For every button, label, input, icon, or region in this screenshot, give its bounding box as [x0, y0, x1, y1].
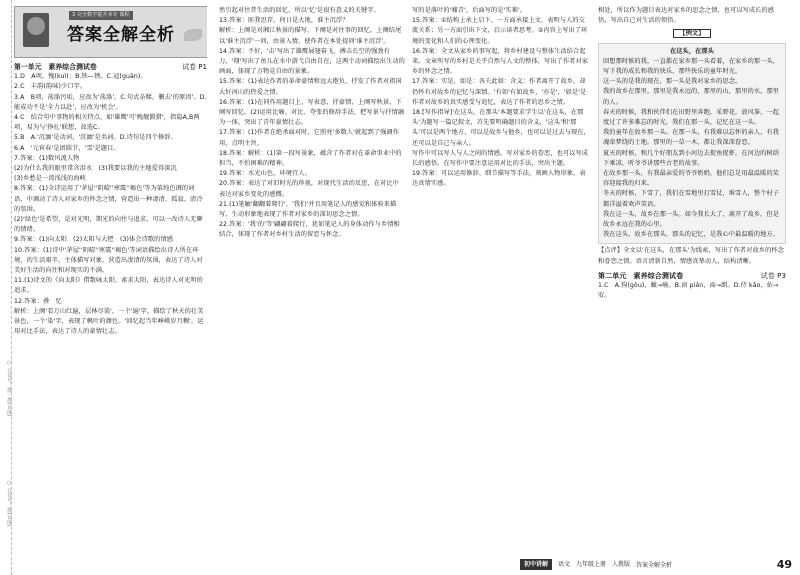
- answer-paragraph: 11.(1)诗文的《向太阳》借歌咏太阳，索求太阳，表达诗人对光明的追求。: [14, 277, 203, 295]
- answer-paragraph: 13.答案：匪我思存，何日是大地，谁主沉浮？: [219, 17, 349, 25]
- answer-paragraph: 6.A '元宵春'是团圆节，'雪'是题目。: [14, 144, 120, 152]
- answers-list: [598, 6, 786, 26]
- example-essay: [598, 43, 786, 245]
- column-1: [14, 6, 207, 337]
- answer-paragraph: 9.答案：(1)向太阳 (2)太阳与大把 (3)体会诗歌的情感: [14, 236, 174, 244]
- answer-paragraph: 21.(1)笔触'翻翻着爬行'，'我们'并且用笔记人的感觉和体验来描写，生动形象地表现了作者对家乡的深切思念之情。: [219, 200, 397, 219]
- answer-paragraph: 16.答案：(1)在同作用题目上，写表意，抒豪情，上阕写秋景，下阕写回忆。(2)运用比喻、对比、夸张的修辞手法，把写景与抒情融为一体，突出了青年豪情壮志。: [219, 98, 405, 127]
- answer-paragraph: 17.答案：(1)作者在绝杀面对时，它照亮'多数人'就起到了强调作用，点明主旨。: [219, 129, 399, 147]
- column-4: [598, 6, 786, 556]
- answer-paragraph: 写作中可以写人与人之间的情感，写对家乡的眷恋，也可以写成长的感悟。在写作中要注意运用对比的手法，突出主题。: [412, 149, 589, 168]
- column-3: [412, 6, 590, 190]
- answer-paragraph: 16.答案：全文从家乡的事写起，将乡村建设与整体生活结合起来。文章所写的乡村是关乎自然与人文的整体，写出了作者对家乡的怀念之情。: [412, 47, 589, 76]
- answer-paragraph: 22.答案：'我'的'等'翩翩着爬行，犹如笔记人的身体动作与乡情相结合，体现了作者对乡村生活的留恋与怀念。: [219, 221, 400, 239]
- section-header: [598, 271, 786, 281]
- answer-paragraph: 5.B A.'沉湎'是动词，'沉湎'是名词。D.诗句是四个修辞。: [14, 134, 177, 142]
- section-page: 试卷 P1: [182, 63, 207, 71]
- answer-paragraph: 10.答案：(1)诗中'茅屋''阴晴''寒震''褐色'等词语描绘出诗人所在环境，的生活艰辛，主体描写对象，营造出凄清的氛围，表达了诗人对美好生活的向往和对现实的不满。: [14, 246, 203, 275]
- answer-paragraph: 20.答案：表达了对旧时光的珍视，对现代生活的反思，在对比中表达对家乡变化的感慨。: [219, 180, 399, 198]
- answer-paragraph: 1.D A项，愧(kuì)；B.铁—锈。C.冠(guān)。: [14, 73, 147, 81]
- page-number: 49: [776, 557, 792, 571]
- answer-paragraph: 春天的时候，我和伙伴们在田野里奔跑，采野花，放风筝，一起度过了许多难忘的时光，我们在那一头，记忆在这一头。: [603, 108, 780, 127]
- answer-line: 1.C A.狗(gǒu)，瞰→喻。B.窗 pián，面→朗。D.侍 kǎo，佑→宥。: [598, 282, 779, 300]
- answer-paragraph: 在故乡那一头，有我最亲爱的爷爷奶奶，他们总是用最温暖的笑容迎接我的归来。: [603, 170, 780, 188]
- answers-list: [14, 72, 207, 337]
- answer-paragraph: (3)乡愁是一湾浅浅的海峡: [14, 175, 86, 183]
- essay-body: [603, 57, 781, 241]
- answer-paragraph: 14.答案：不好，'击'写出了雄鹰展翅奋飞、搏击长空的强劲有力，'翔'写出了鱼儿在水中游弋自由自在，这两个动词描绘出生动的画面，体现了万物竞自由的景象。: [219, 47, 405, 76]
- answer-paragraph: 19.答案：可以运用修辞、细节描写等手法，刻画人物形象，表达真情实感。: [412, 170, 586, 188]
- section-title: 第一单元 素养综合测试卷: [14, 63, 97, 71]
- answer-paragraph: 18.[写作指导]'在这头，在那头'本题要求学生以'在这头，在那头'为题写一篇记叙文，首先要明确题目的含义，'这头'和'那头'可以是两个地方，可以是故乡与他乡，也可以是过去与现在，还可以是自己与亲人。: [412, 109, 590, 147]
- answer-paragraph: 我在这一头，故乡在那一头。如今我长大了，离开了故乡，但是故乡永远在我的心里。: [603, 210, 780, 229]
- answer-paragraph: 8.答案：(1)全诗运用了'茅屋''阴晴''寒震''褐色'等为第纯色调的词语，中调动了诗人对家乡的怀念之情，营造出一种凄清、孤寂、清冷的氛围。: [14, 185, 203, 213]
- answer-paragraph: 解析：上阕'看万山红遍，层林尽染'，一个'遍'字，描绘了秋天的壮美景色，一个'染'字，表现了枫叶的颜色。'回忆起当年峥嵘岁月稠'，运用对比手法，表达了诗人的豪情壮志。: [14, 307, 204, 336]
- answer-paragraph: 相处，所以作为题目表达对家乡的思念之情，也可以写成长的感悟，写出自己对生活的领悟。: [598, 7, 775, 25]
- answer-paragraph: 2.C 丰韵(韵味)少口字。: [14, 83, 87, 91]
- answer-paragraph: 夏天的时候，和几个好朋友到小河边去捉鱼捉虾，在河边的树荫下乘凉，听爷爷讲那些古老的故事。: [603, 149, 780, 167]
- side-note: ○ 公众号：搜(百度): [6, 480, 12, 527]
- answer-paragraph: 写的是落叶的'嘘青'，后面写的是'实难'。: [412, 7, 527, 14]
- answer-paragraph: 回想那时候的我，一直都在家乡那一头看着，在家乡的那一头，写下我的成长和我的快乐，那些快乐的童年时光。: [603, 57, 780, 76]
- answer-paragraph: 4.C 结合句中事物的相关特点，如'雄鹰'可'晚舰锻猎'，指隐A,B两项，易为与'挣扎'联想，故选C。: [14, 114, 200, 132]
- column-2: [219, 6, 405, 241]
- banner-title: 答案全解全析: [67, 25, 175, 45]
- section-page: 试卷 P3: [760, 271, 786, 280]
- answer-paragraph: 然引起对往昔生活的回忆，所以'忆'是很有意义的关键字。: [219, 7, 380, 14]
- answer-paragraph: 19.答案：水光山色，环境宜人。: [219, 170, 311, 178]
- answers-list: [219, 6, 405, 241]
- example-label: [598, 29, 786, 39]
- answer-paragraph: 我的故乡在那里，那里是我永远的，那里的山，那里的水，那里的人。: [603, 88, 780, 106]
- page-footer: [520, 557, 792, 571]
- answer-paragraph: 17.答案：实是，如是：各夫此如：含义：作者离开了故乡，却仍怀有对故乡的记忆与深情。'有如'有如故乡，'亦是'，'如是'是作者对故乡的真实感受与追忆，表达了作者的思乡之情。: [412, 78, 587, 106]
- leaf-icon: [184, 29, 202, 41]
- example-tag: 【例文】: [673, 29, 710, 38]
- answer-paragraph: 7.答案：(1)数风流人物: [14, 154, 80, 162]
- essay-comment: 【点评】全文以'在这头，在那头'为线索，写出了作者对故乡的怀念和眷恋之情。语言清新自然，情感真挚动人，结构清晰。: [598, 247, 784, 265]
- answer-paragraph: 18.答案：解析：(1)第一段写景象，蕴含了作者对在革命事业中的担当，不怕困难的精神。: [219, 149, 402, 168]
- banner-tag: 3 完全数学提升本专 课程: [69, 11, 133, 20]
- answer-paragraph: 冬天的时候，下雪了，我们在雪地里打雪仗，堆雪人，整个村子都洋溢着欢声笑语。: [603, 190, 780, 208]
- section-title: 第二单元 素养综合测试卷: [598, 271, 684, 280]
- answer-paragraph: (2)为什么我的眼里常含泪水 (3)我要以我的主地爱得深沉: [14, 165, 177, 173]
- answer-paragraph: 15.答案：(1)表达作者的革命豪情和远大抱负，抒发了作者对祖国大好河山的热爱之情。: [219, 78, 402, 96]
- essay-title: 在这头，在那头: [669, 47, 714, 55]
- binding-line: [11, 0, 12, 575]
- answer-paragraph: 这一头的是我的现在，那一头是我对家乡的思念。: [603, 78, 742, 86]
- footer-label: 初中讲解: [520, 559, 552, 570]
- banner: [14, 6, 207, 58]
- answer-paragraph: 3.A B项，荡涤污垢，应改为'荡涤'。C.句式杂糅，删去'的原因'。D.能成功不是'全力以赴'，应改为'机会'。: [14, 93, 207, 111]
- footer-badge: 答案全解全析: [636, 561, 673, 569]
- answer-paragraph: 我在这头，故乡在那头，那头的记忆，是我心中最温暖的地方。: [603, 231, 780, 239]
- answers-list: [412, 6, 590, 190]
- answer-paragraph: 15.答案：①结构上承上启下。一方面承接上文，表明与人的交流关系；另一方面引出下文，启示读者思考。②内容上写出了环境的变化和人们的心理变化。: [412, 17, 588, 45]
- answer-paragraph: (2)'绿色'是希望，是对光明，期光的向往与追求，可以一改诗人无聊的情绪。: [14, 216, 203, 234]
- section-header: [14, 62, 207, 72]
- mascot-icon: [23, 13, 49, 47]
- answer-paragraph: 我的童年在故乡那一头。在那一头，有我难以忘怀的亲人，有我魂牵梦绕的土地。那里的一草一木，都让我深深眷恋。: [603, 129, 780, 147]
- answer-paragraph: 解析：上阕是对湘江秋景的描写，下阕是对往事的回忆。上阕结尾以'谁主沉浮'一问，由景入情，使作者在本处提问'谁主沉浮'。: [219, 27, 402, 45]
- footer-meta: 语文 九年级上册 人教版: [558, 560, 631, 568]
- side-note: ○ 公众号：搜一搜(百度): [6, 360, 12, 417]
- answer-paragraph: 12.答案：叠 忆: [14, 297, 62, 305]
